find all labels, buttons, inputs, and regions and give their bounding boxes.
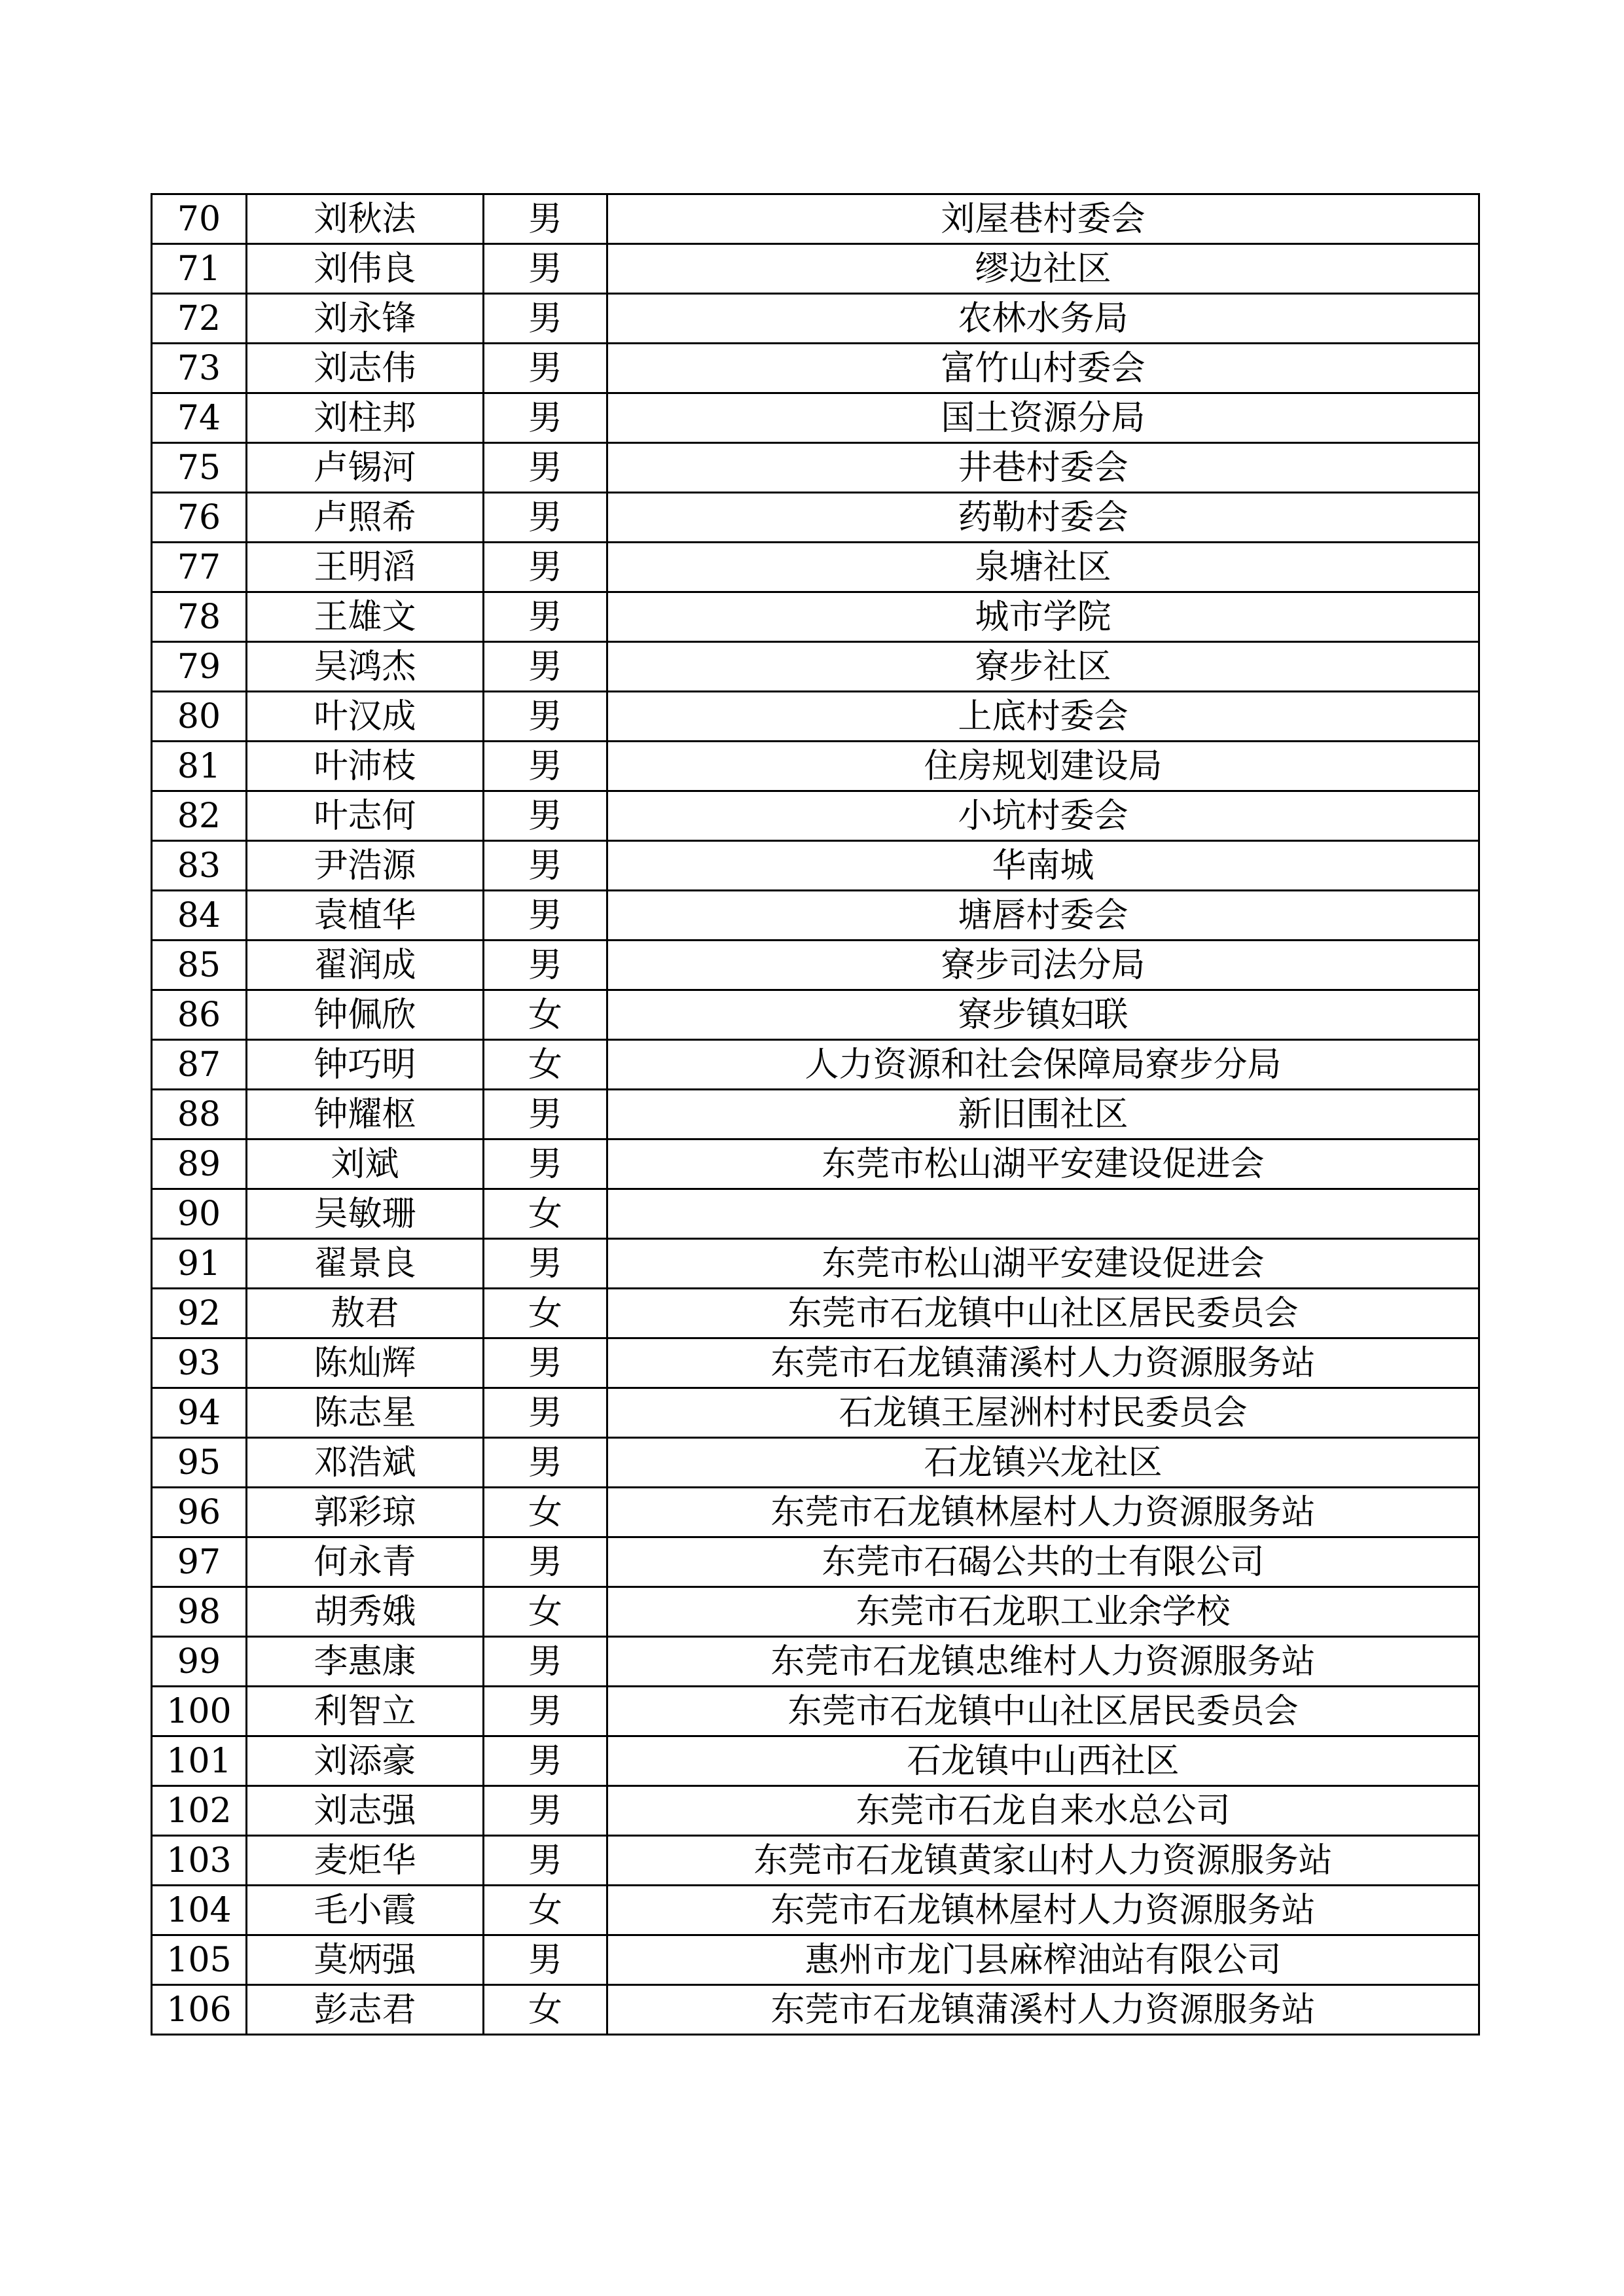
table-row: [152, 1886, 1479, 1935]
person-name: 刘添豪: [247, 1736, 484, 1786]
row-number: 84: [152, 891, 247, 941]
table-row: [152, 941, 1479, 990]
row-number: 79: [152, 642, 247, 692]
person-name: 敖君: [247, 1289, 484, 1338]
person-name: 刘志伟: [247, 344, 484, 393]
organization-cell: 新旧围社区: [607, 1090, 1479, 1139]
row-number: 106: [152, 1985, 247, 2035]
gender-cell: 男: [484, 1687, 607, 1736]
table-row: [152, 294, 1479, 344]
person-name: 叶志何: [247, 791, 484, 841]
person-name: 卢锡河: [247, 443, 484, 493]
row-number: 93: [152, 1338, 247, 1388]
organization-cell: 寮步司法分局: [607, 941, 1479, 990]
person-name: 刘斌: [247, 1139, 484, 1189]
row-number: 86: [152, 990, 247, 1040]
gender-cell: 女: [484, 1040, 607, 1090]
gender-cell: 男: [484, 841, 607, 891]
person-name: 袁植华: [247, 891, 484, 941]
organization-cell: 东莞市石龙镇忠维村人力资源服务站: [607, 1637, 1479, 1687]
table-row: [152, 841, 1479, 891]
gender-cell: 男: [484, 692, 607, 742]
person-name: 叶沛枝: [247, 742, 484, 791]
organization-cell: 国土资源分局: [607, 393, 1479, 443]
person-name: 吴鸿杰: [247, 642, 484, 692]
table-row: [152, 393, 1479, 443]
table-row: [152, 1736, 1479, 1786]
organization-cell: 塘唇村委会: [607, 891, 1479, 941]
gender-cell: 男: [484, 1537, 607, 1587]
gender-cell: 女: [484, 1488, 607, 1537]
gender-cell: 女: [484, 1289, 607, 1338]
person-name: 钟耀枢: [247, 1090, 484, 1139]
row-number: 76: [152, 493, 247, 543]
organization-cell: 城市学院: [607, 592, 1479, 642]
gender-cell: 男: [484, 592, 607, 642]
row-number: 72: [152, 294, 247, 344]
person-name: 何永青: [247, 1537, 484, 1587]
person-name: 钟佩欣: [247, 990, 484, 1040]
row-number: 95: [152, 1438, 247, 1488]
person-name: 刘伟良: [247, 244, 484, 294]
gender-cell: 男: [484, 1736, 607, 1786]
organization-cell: 农林水务局: [607, 294, 1479, 344]
person-name: 李惠康: [247, 1637, 484, 1687]
gender-cell: 男: [484, 1139, 607, 1189]
gender-cell: 女: [484, 990, 607, 1040]
row-number: 77: [152, 543, 247, 592]
person-name: 麦炬华: [247, 1836, 484, 1886]
gender-cell: 男: [484, 1338, 607, 1388]
row-number: 73: [152, 344, 247, 393]
table-row: [152, 742, 1479, 791]
table-row: [152, 1388, 1479, 1438]
row-number: 78: [152, 592, 247, 642]
gender-cell: 男: [484, 742, 607, 791]
person-name: 邓浩斌: [247, 1438, 484, 1488]
table-row: [152, 1488, 1479, 1537]
row-number: 74: [152, 393, 247, 443]
gender-cell: 男: [484, 642, 607, 692]
person-name: 尹浩源: [247, 841, 484, 891]
person-name: 彭志君: [247, 1985, 484, 2035]
row-number: 98: [152, 1587, 247, 1637]
row-number: 80: [152, 692, 247, 742]
row-number: 100: [152, 1687, 247, 1736]
table-row: [152, 1438, 1479, 1488]
table-row: [152, 1637, 1479, 1687]
organization-cell: 富竹山村委会: [607, 344, 1479, 393]
row-number: 91: [152, 1239, 247, 1289]
table-row: [152, 1935, 1479, 1985]
gender-cell: 男: [484, 194, 607, 244]
row-number: 75: [152, 443, 247, 493]
row-number: 97: [152, 1537, 247, 1587]
gender-cell: 男: [484, 294, 607, 344]
organization-cell: [607, 1189, 1479, 1239]
table-row: [152, 493, 1479, 543]
person-name: 王明滔: [247, 543, 484, 592]
table-row: [152, 1289, 1479, 1338]
row-number: 94: [152, 1388, 247, 1438]
roster-body: [152, 194, 1479, 2035]
organization-cell: 东莞市石碣公共的士有限公司: [607, 1537, 1479, 1587]
table-row: [152, 1239, 1479, 1289]
table-row: [152, 1985, 1479, 2035]
roster-table: [151, 193, 1480, 2036]
organization-cell: 东莞市石龙镇林屋村人力资源服务站: [607, 1886, 1479, 1935]
person-name: 钟巧明: [247, 1040, 484, 1090]
organization-cell: 东莞市石龙镇蒲溪村人力资源服务站: [607, 1338, 1479, 1388]
organization-cell: 石龙镇中山西社区: [607, 1736, 1479, 1786]
organization-cell: 药勒村委会: [607, 493, 1479, 543]
roster-sheet: [151, 193, 1478, 2036]
table-row: [152, 692, 1479, 742]
person-name: 翟润成: [247, 941, 484, 990]
row-number: 96: [152, 1488, 247, 1537]
gender-cell: 男: [484, 1239, 607, 1289]
person-name: 吴敏珊: [247, 1189, 484, 1239]
person-name: 叶汉成: [247, 692, 484, 742]
table-row: [152, 194, 1479, 244]
gender-cell: 女: [484, 1985, 607, 2035]
organization-cell: 寮步镇妇联: [607, 990, 1479, 1040]
gender-cell: 男: [484, 891, 607, 941]
organization-cell: 住房规划建设局: [607, 742, 1479, 791]
table-row: [152, 1587, 1479, 1637]
organization-cell: 石龙镇兴龙社区: [607, 1438, 1479, 1488]
organization-cell: 东莞市松山湖平安建设促进会: [607, 1139, 1479, 1189]
person-name: 王雄文: [247, 592, 484, 642]
person-name: 胡秀娥: [247, 1587, 484, 1637]
gender-cell: 男: [484, 1935, 607, 1985]
organization-cell: 东莞市石龙镇蒲溪村人力资源服务站: [607, 1985, 1479, 2035]
row-number: 92: [152, 1289, 247, 1338]
person-name: 陈志星: [247, 1388, 484, 1438]
organization-cell: 寮步社区: [607, 642, 1479, 692]
table-row: [152, 543, 1479, 592]
gender-cell: 男: [484, 791, 607, 841]
person-name: 利智立: [247, 1687, 484, 1736]
row-number: 70: [152, 194, 247, 244]
row-number: 101: [152, 1736, 247, 1786]
organization-cell: 井巷村委会: [607, 443, 1479, 493]
gender-cell: 男: [484, 1836, 607, 1886]
gender-cell: 男: [484, 244, 607, 294]
person-name: 莫炳强: [247, 1935, 484, 1985]
organization-cell: 泉塘社区: [607, 543, 1479, 592]
gender-cell: 男: [484, 1388, 607, 1438]
person-name: 陈灿辉: [247, 1338, 484, 1388]
organization-cell: 缪边社区: [607, 244, 1479, 294]
row-number: 89: [152, 1139, 247, 1189]
gender-cell: 男: [484, 941, 607, 990]
gender-cell: 男: [484, 543, 607, 592]
organization-cell: 东莞市松山湖平安建设促进会: [607, 1239, 1479, 1289]
organization-cell: 东莞市石龙镇林屋村人力资源服务站: [607, 1488, 1479, 1537]
table-row: [152, 1040, 1479, 1090]
row-number: 88: [152, 1090, 247, 1139]
table-row: [152, 1338, 1479, 1388]
table-row: [152, 344, 1479, 393]
row-number: 82: [152, 791, 247, 841]
gender-cell: 男: [484, 1786, 607, 1836]
table-row: [152, 642, 1479, 692]
table-row: [152, 1786, 1479, 1836]
gender-cell: 男: [484, 1637, 607, 1687]
row-number: 85: [152, 941, 247, 990]
row-number: 90: [152, 1189, 247, 1239]
organization-cell: 东莞市石龙职工业余学校: [607, 1587, 1479, 1637]
table-row: [152, 1189, 1479, 1239]
gender-cell: 男: [484, 443, 607, 493]
organization-cell: 上底村委会: [607, 692, 1479, 742]
organization-cell: 东莞市石龙自来水总公司: [607, 1786, 1479, 1836]
organization-cell: 东莞市石龙镇中山社区居民委员会: [607, 1289, 1479, 1338]
table-row: [152, 592, 1479, 642]
organization-cell: 小坑村委会: [607, 791, 1479, 841]
person-name: 刘志强: [247, 1786, 484, 1836]
gender-cell: 男: [484, 1090, 607, 1139]
row-number: 104: [152, 1886, 247, 1935]
table-row: [152, 791, 1479, 841]
table-row: [152, 1537, 1479, 1587]
gender-cell: 男: [484, 493, 607, 543]
organization-cell: 刘屋巷村委会: [607, 194, 1479, 244]
person-name: 卢照希: [247, 493, 484, 543]
table-row: [152, 1687, 1479, 1736]
row-number: 71: [152, 244, 247, 294]
row-number: 81: [152, 742, 247, 791]
row-number: 103: [152, 1836, 247, 1886]
organization-cell: 华南城: [607, 841, 1479, 891]
row-number: 83: [152, 841, 247, 891]
gender-cell: 女: [484, 1886, 607, 1935]
gender-cell: 男: [484, 344, 607, 393]
table-row: [152, 1090, 1479, 1139]
table-row: [152, 990, 1479, 1040]
gender-cell: 男: [484, 393, 607, 443]
gender-cell: 女: [484, 1189, 607, 1239]
person-name: 刘秋法: [247, 194, 484, 244]
row-number: 99: [152, 1637, 247, 1687]
gender-cell: 男: [484, 1438, 607, 1488]
organization-cell: 东莞市石龙镇中山社区居民委员会: [607, 1687, 1479, 1736]
organization-cell: 东莞市石龙镇黄家山村人力资源服务站: [607, 1836, 1479, 1886]
row-number: 105: [152, 1935, 247, 1985]
table-row: [152, 891, 1479, 941]
person-name: 毛小霞: [247, 1886, 484, 1935]
table-row: [152, 1139, 1479, 1189]
row-number: 87: [152, 1040, 247, 1090]
table-row: [152, 244, 1479, 294]
person-name: 郭彩琼: [247, 1488, 484, 1537]
table-row: [152, 443, 1479, 493]
organization-cell: 石龙镇王屋洲村村民委员会: [607, 1388, 1479, 1438]
table-row: [152, 1836, 1479, 1886]
person-name: 刘永锋: [247, 294, 484, 344]
organization-cell: 惠州市龙门县麻榨油站有限公司: [607, 1935, 1479, 1985]
person-name: 刘柱邦: [247, 393, 484, 443]
organization-cell: 人力资源和社会保障局寮步分局: [607, 1040, 1479, 1090]
person-name: 翟景良: [247, 1239, 484, 1289]
gender-cell: 女: [484, 1587, 607, 1637]
row-number: 102: [152, 1786, 247, 1836]
